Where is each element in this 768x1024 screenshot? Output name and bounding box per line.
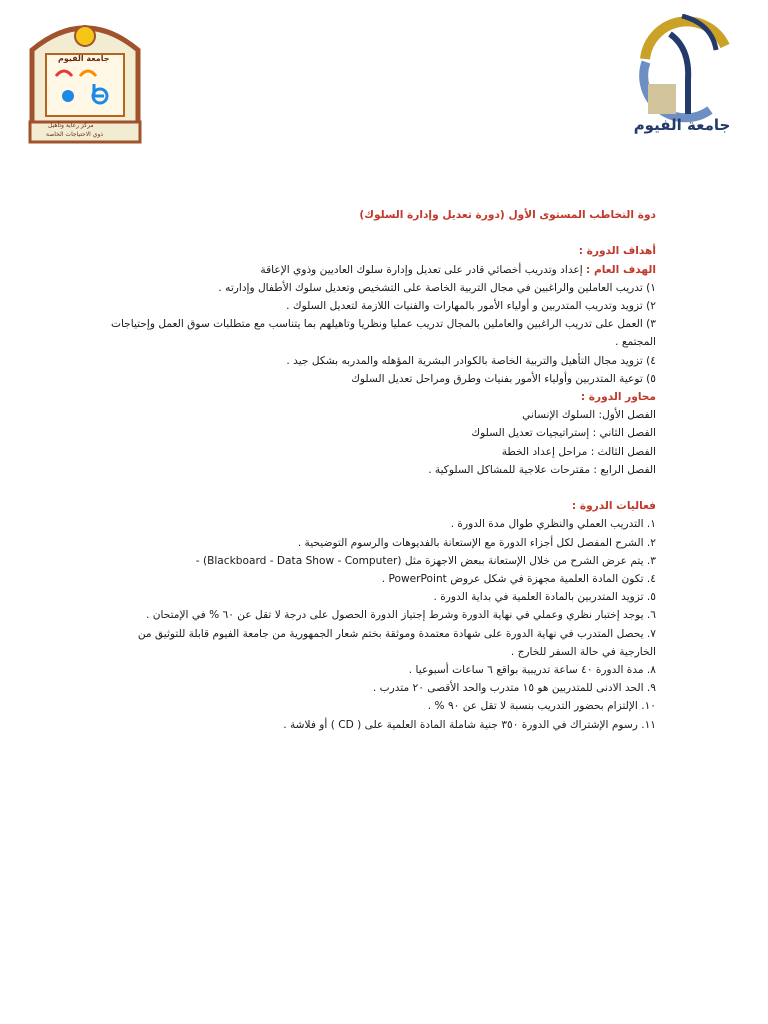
activities-heading: فعاليات الدروة : <box>571 500 656 513</box>
activity-item: ١١. رسوم الإشتراك في الدورة ٣٥٠ جنية شاملة المادة العلمية على ( CD ) أو فلاشة . <box>283 718 656 731</box>
center-logo-text: جامعة الفيوم <box>58 54 110 63</box>
objective-item: ٢) تزويد وتدريب المتدربين و أولياء الأمور بالمهارات والفنيات اللازمة لتعديل السلوك . <box>286 300 656 312</box>
activity-item: ١. التدريب العملي والنظري طوال مدة الدورة . <box>450 518 656 531</box>
spacer <box>110 224 656 242</box>
objective-item: ٤) تزويد مجال التأهيل والتربية الخاصة بالكوادر البشرية المؤهله والمدربه بشكل جيد . <box>286 354 656 367</box>
activity-item: ٩. الحد الادنى للمتدربين هو ١٥ متدرب والحد الأقصى ٢٠ متدرب . <box>372 682 656 695</box>
axis-item: الفصل الأول: السلوك الإنساني <box>522 409 656 422</box>
activity-item: ٦. يوجد إختبار نظري وعملي في نهاية الدورة وشرط إجتياز الدورة الحصول على درجة لا تقل عن ٦٠ % في الإمتحان . <box>146 609 656 622</box>
activity-item: ١٠. الإلتزام بحضور التدريب بنسبة لا تقل عن ٩٠ % . <box>427 700 656 713</box>
activity-item: ٣. يتم عرض الشرح من خلال الإستعانة ببعض الاجهزة مثل (Blackboard - Data Show - Computer) - <box>195 554 656 567</box>
objective-item: ٣) العمل على تدريب الراغبين والعاملين بالمجال تدريب عمليا ونظريا وتاهيلهم بما يتناسب مع متطلبات سوق العمل وإحتياجات المجتمع . <box>110 318 656 349</box>
university-name: جامعة الفيوم <box>633 116 731 134</box>
objectives-heading: أهداف الدورة : <box>578 245 656 258</box>
general-goal <box>110 261 656 279</box>
objective-item: ١) تدريب العاملين والراغبين في مجال التربية الخاصة على التشخيص وتعديل سلوك الأطفال وإدارته . <box>218 281 656 294</box>
activity-item: ٥. تزويد المتدربين بالمادة العلمية في بداية الدورة . <box>433 591 656 604</box>
axes-heading: محاور الدورة : <box>580 391 656 404</box>
center-logo <box>28 14 142 144</box>
objective-item: ٥) توعية المتدربين وأولياء الأمور بفنيات وطرق ومراحل تعديل السلوك <box>351 372 656 385</box>
general-goal-label: الهدف العام : <box>586 263 656 276</box>
activity-item: ٧. يحصل المتدرب في نهاية الدورة على شهادة معتمدة وموثقة بختم شعار الجمهورية من جامعة الفيوم قابلة للتوثيق من الخارجية في حالة السفر للخارج . <box>137 627 656 658</box>
spacer <box>110 479 656 497</box>
document-title: دوة التخاطب المستوى الأول (دورة تعديل وإدارة السلوك) <box>359 209 656 221</box>
activity-item: ٢. الشرح المفصل لكل أجزاء الدورة مع الإستعانة بالفديوهات والرسوم التوضيحية . <box>297 536 656 549</box>
document-body <box>110 206 656 734</box>
axis-item: الفصل الرابع : مقترحات علاجية للمشاكل السلوكية . <box>428 463 656 476</box>
center-logo-text: ذوي الاحتياجات الخاصة <box>46 131 104 138</box>
activity-item: ٨. مدة الدورة ٤٠ ساعة تدريبية بواقع ٦ ساعات أسبوعيا . <box>408 664 656 677</box>
axis-item: الفصل الثالث : مراحل إعداد الخطة <box>501 445 656 458</box>
general-goal-text: إعداد وتدريب أخصائي قادر على تعديل وإدارة سلوك العاديين وذوي الإعاقة <box>260 263 587 276</box>
axis-item: الفصل الثاني : إستراتيجيات تعديل السلوك <box>471 427 656 440</box>
center-logo-text: مركز رعاية وتأهيل <box>48 122 94 129</box>
activity-item: ٤. تكون المادة العلمية مجهزة في شكل عروض PowerPoint . <box>381 573 656 586</box>
